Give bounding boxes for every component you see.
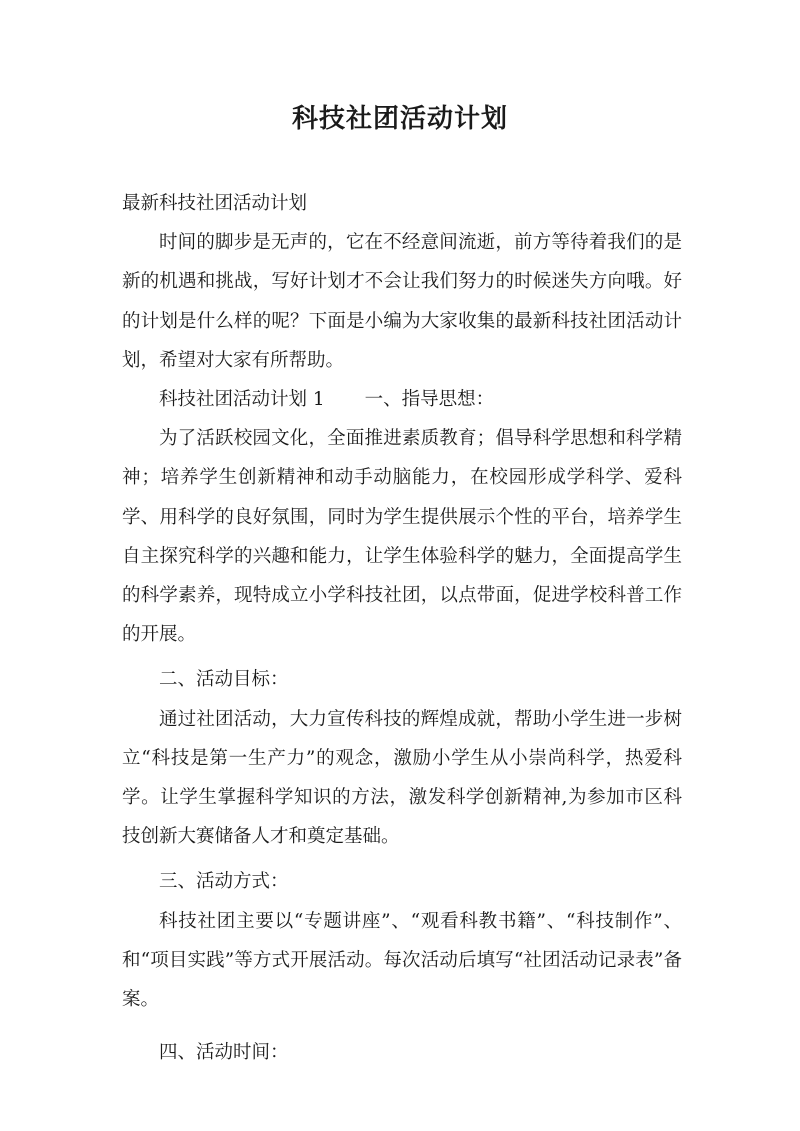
- document-body: [122, 184, 682, 1072]
- intro-paragraph: 时间的脚步是无声的，它在不经意间流逝，前方等待着我们的是新的机遇和挑战，写好计划才不会让我们努力的时候迷失方向哦。好的计划是什么样的呢？下面是小编为大家收集的最新科技社团活动计划，希望对大家有所帮助。: [122, 232, 682, 371]
- section-heading-3: 三、活动方式：: [159, 871, 289, 893]
- document-subtitle: 最新科技社团活动计划: [122, 193, 308, 214]
- section-body-1: 为了活跃校园文化，全面推进素质教育；倡导科学思想和科学精神；培养学生创新精神和动手动脑能力，在校园形成学科学、爱科学、用科学的良好氛围，同时为学生提供展示个性的平台，培养学生自主探究科学的兴趣和能力，让学生体验科学的魅力，全面提高学生的科学素养，现特成立小学科技社团，以点带面，促进学校科普工作的开展。: [122, 428, 682, 646]
- section-body-3: 科技社团主要以“专题讲座”、“观看科教书籍”、“科技制作”、和“项目实践”等方式开展活动。每次活动后填写“社团活动记录表”备案。: [122, 910, 682, 1011]
- plan-heading-line: [122, 380, 682, 419]
- section-heading-2: 二、活动目标：: [159, 669, 289, 691]
- document-title: 科技社团活动计划: [291, 104, 508, 134]
- section-heading-4: 四、活动时间：: [159, 1042, 289, 1064]
- section-body-2: 通过社团活动，大力宣传科技的辉煌成就，帮助小学生进一步树立“科技是第一生产力”的观念，激励小学生从小崇尚科学，热爱科学。让学生掌握科学知识的方法，激发科学创新精神,为参加市区科技创新大赛储备人才和奠定基础。: [122, 708, 682, 848]
- section-heading-1: 一、指导思想：: [364, 389, 495, 411]
- plan-label: 科技社团活动计划 1: [159, 389, 325, 411]
